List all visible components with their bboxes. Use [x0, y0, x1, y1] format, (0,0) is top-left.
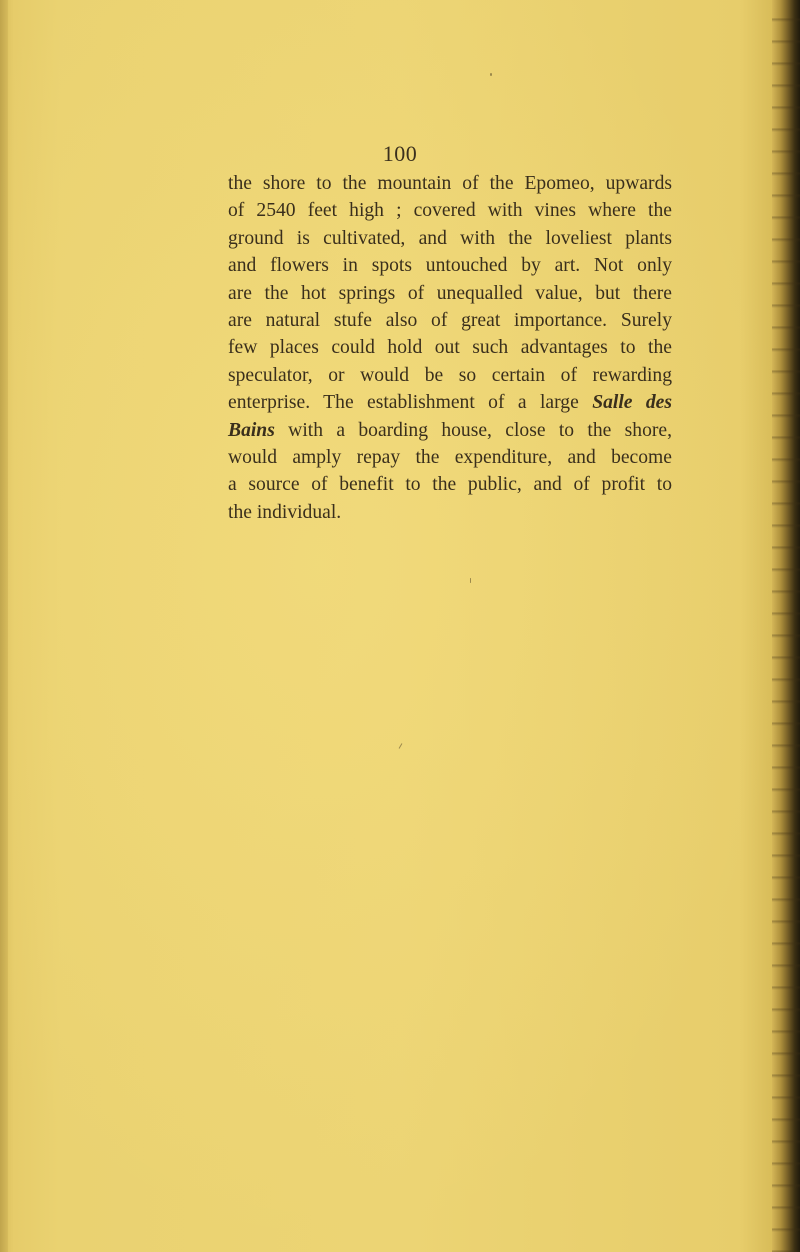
text-line — [228, 389, 672, 416]
text-line: and flowers in spots untouched by art. Not only — [228, 255, 672, 277]
paper-speck — [399, 743, 403, 749]
text-line: ground is cultivated, and with the loveliest plants — [228, 227, 672, 249]
text-line: the shore to the mountain of the Epomeo, upwards — [228, 173, 672, 194]
text-line: of 2540 feet high ; covered with vines where the — [228, 200, 672, 222]
text-line: are the hot springs of unequalled value, but there — [228, 282, 672, 304]
text-line: a source of benefit to the public, and of profit to — [228, 474, 672, 496]
text-segment: with a boarding house, close to the shore, — [288, 419, 672, 441]
book-fore-edge — [772, 0, 800, 1252]
text-segment: enterprise. The establishment of a large — [228, 392, 579, 414]
paper-speck — [490, 73, 492, 76]
text-line: would amply repay the expenditure, and become — [228, 447, 672, 469]
italic-phrase: Salle des — [592, 392, 672, 414]
text-line: the individual. — [228, 501, 342, 523]
text-line — [228, 417, 672, 444]
text-line: speculator, or would be so certain of rewarding — [228, 364, 672, 386]
text-line: few places could hold out such advantages to the — [228, 337, 672, 359]
text-line: are natural stufe also of great importance. Surely — [228, 310, 672, 332]
italic-phrase: Bains — [228, 419, 275, 441]
page-left-edge — [0, 0, 8, 1252]
paper-speck — [470, 578, 471, 583]
body-paragraph — [228, 170, 672, 526]
page-number: 100 — [382, 141, 418, 166]
